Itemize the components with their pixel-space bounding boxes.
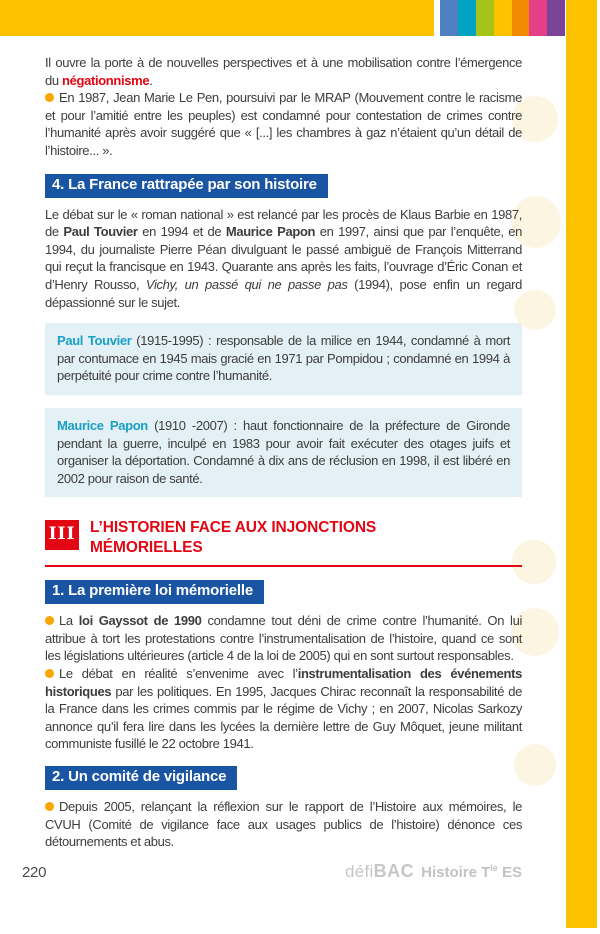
- info-box-touvier: [45, 323, 522, 395]
- section4-header: 4. La France rattrapée par son histoire: [45, 174, 328, 198]
- right-yellow-border: [566, 0, 597, 928]
- paragraph-gayssot-text: La loi Gayssot de 1990 condamne tout déni de crime contre l’humanité. On lui attribue à tort les protestations contre l’instrumentalisation de l’histoire, quand ce sont les législations ultérieures (article 4 de la loi de 2005) qui en sont surtout responsables.: [45, 613, 522, 664]
- bullet-icon: [45, 93, 54, 102]
- page-number: 220: [22, 864, 47, 881]
- color-square: [512, 0, 530, 36]
- brand-subject: Histoire $T^{le}$ ES: [421, 863, 522, 881]
- paragraph-debat: [45, 665, 522, 753]
- bullet-icon: [45, 802, 54, 811]
- brand-bac: BAC: [373, 861, 415, 881]
- section3-main-header: [45, 518, 522, 567]
- bullet-icon: [45, 616, 54, 625]
- info-box-papon-text: Maurice Papon (1910 -2007) : haut fonctionnaire de la préfecture de Gironde pendant la guerre, inculpé en 1983 pour avoir fait exécuter des otages juifs et organiser la déportation. Condamné à dix ans de réclusion en 1998, il est libéré en 2002 pour raison de santé.: [57, 417, 510, 486]
- page-content: [45, 54, 522, 851]
- intro-text: Il ouvre la porte à de nouvelles perspectives et à une mobilisation contre l’émergence du négationnisme.: [45, 55, 522, 88]
- color-squares: [440, 0, 565, 36]
- bullet-icon: [45, 669, 54, 678]
- section4-paragraph: [45, 206, 522, 312]
- intro-paragraph: [45, 54, 522, 89]
- info-box-papon: [45, 408, 522, 497]
- paragraph-lepen-text: En 1987, Jean Marie Le Pen, poursuivi par le MRAP (Mouvement contre le racisme et pour l’amitié entre les peuples) est condamné pour contestation de crimes contre l’humanité après avoir suggéré que « [...] les chambres à gaz n’étaient qu’un détail de l’histoire... ».: [45, 90, 522, 158]
- paragraph-lepen: [45, 89, 522, 159]
- section3-numeral-badge: III: [45, 520, 79, 550]
- paragraph-gayssot: [45, 612, 522, 665]
- brand-grade-superscript: le: [490, 863, 498, 873]
- paragraph-cvuh: [45, 798, 522, 851]
- section4-text: Le débat sur le « roman national » est relancé par les procès de Klaus Barbie en 1987, de Paul Touvier en 1994 et de Maurice Papon en 1997, ainsi que par l’enquête, en 1994, du journaliste Pierre Péan divulguant le passé ambiguë de François Mitterrand qui reçut la francisque en 1943. Quarante ans après les faits, l’ouvrage d’Éric Conan et d’Henry Rousso, Vichy, un passé qui ne passe pas (1994), pose enfin un regard dépassionné sur le sujet.: [45, 206, 522, 310]
- defibac-logo: [345, 861, 522, 882]
- color-square: [440, 0, 458, 36]
- color-square: [547, 0, 565, 36]
- brand-defi: défi: [345, 862, 374, 881]
- info-box-touvier-text: Paul Touvier (1915-1995) : responsable de la milice en 1944, condamné à mort par contumace en 1945 mais gracié en 1971 par Pompidou ; condamné en 1994 à perpétuité pour crime contre l’humanité.: [57, 333, 510, 384]
- sub2-header: 2. Un comité de vigilance: [45, 766, 237, 790]
- sub1-header: 1. La première loi mémorielle: [45, 580, 264, 604]
- paragraph-debat-text: Le débat en réalité s’envenime avec l’instrumentalisation des événements historiques par les politiques. En 1995, Jacques Chirac reconnaît la responsabilité de la France dans les crimes commis par le régime de Vichy ; en 2007, Nicolas Sarkozy annonce qu’il fera lire dans les lycées la dernière lettre de Guy Môquet, jeune militant communiste fusillé le 22 octobre 1941.: [45, 666, 522, 752]
- section3-title: L’HISTORIEN FACE AUX INJONCTIONS MÉMORIELLES: [90, 519, 377, 556]
- top-yellow-band: [0, 0, 434, 36]
- color-square: [494, 0, 512, 36]
- paragraph-cvuh-text: Depuis 2005, relançant la réflexion sur le rapport de l’Histoire aux mémoires, le CVUH (Comité de vigilance face aux usages publics de l’histoire) dénonce ces détournements et abus.: [45, 799, 522, 850]
- page-footer: [22, 861, 522, 882]
- color-square: [476, 0, 494, 36]
- color-square: [529, 0, 547, 36]
- color-square: [458, 0, 476, 36]
